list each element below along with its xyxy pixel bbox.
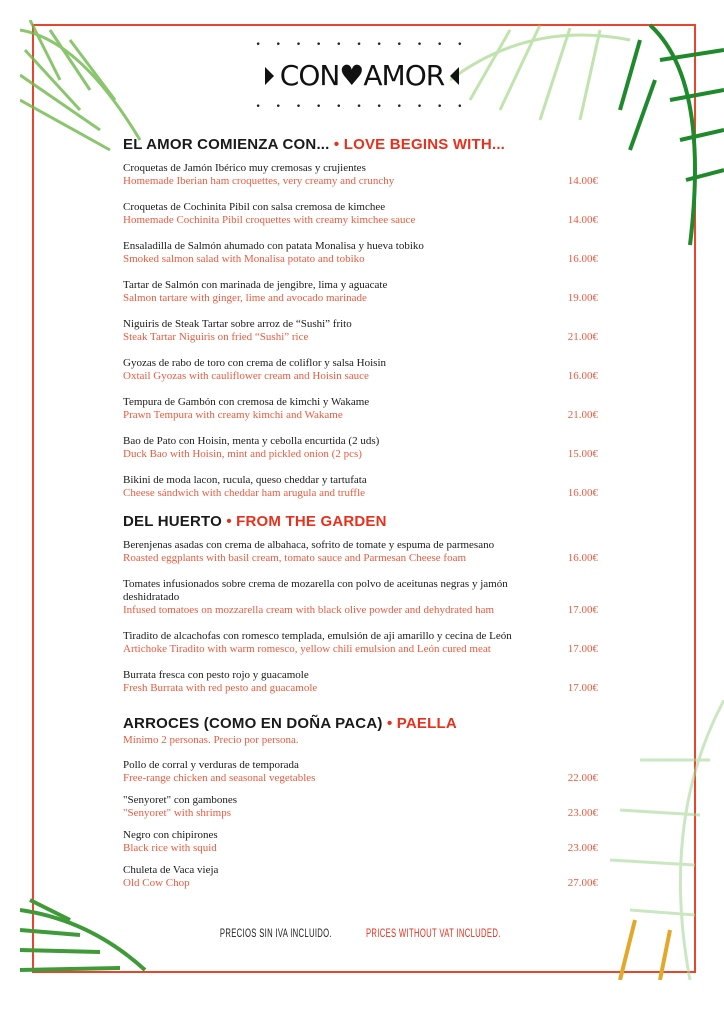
menu-item bbox=[123, 435, 598, 461]
section-title-es: ARROCES (COMO EN DOÑA PACA) bbox=[123, 715, 383, 732]
menu-content bbox=[123, 136, 598, 899]
item-name-es: Tomates infusionados sobre crema de mozarella con polvo de aceitunas negras y jamón deshidratado bbox=[123, 578, 508, 603]
section-title-es: DEL HUERTO bbox=[123, 513, 222, 530]
item-name-en: Homemade Iberian ham croquettes, very creamy and crunchy bbox=[123, 175, 395, 187]
item-price: 14.00€ bbox=[567, 214, 598, 226]
section-title bbox=[123, 715, 598, 733]
item-name-es: Croquetas de Jamón Ibérico muy cremosas y crujientes bbox=[123, 162, 366, 174]
item-name-es: Ensaladilla de Salmón ahumado con patata Monalisa y hueva tobiko bbox=[123, 240, 424, 252]
item-name-en: Fresh Burrata with red pesto and guacamole bbox=[123, 682, 318, 694]
menu-item bbox=[123, 279, 598, 305]
menu-section bbox=[123, 513, 598, 695]
item-price: 17.00€ bbox=[567, 643, 598, 655]
menu-item bbox=[123, 162, 598, 188]
logo bbox=[242, 40, 482, 112]
item-price: 27.00€ bbox=[567, 877, 598, 889]
logo-row bbox=[242, 50, 482, 102]
item-name-es: "Senyoret" con gambones bbox=[123, 794, 238, 806]
item-name-es: Bikini de moda lacon, rucula, queso cheddar y tartufata bbox=[123, 474, 367, 486]
item-name-es: Tartar de Salmón con marinada de jengibre, lima y aguacate bbox=[123, 279, 388, 291]
item-price: 21.00€ bbox=[567, 331, 598, 343]
item-price: 16.00€ bbox=[567, 370, 598, 382]
item-name-es: Tiradito de alcachofas con romesco templada, emulsión de aji amarillo y cecina de León bbox=[123, 630, 512, 642]
logo-dots-top: • • • • • • • • • • • bbox=[255, 40, 469, 50]
section-title bbox=[123, 513, 598, 531]
menu-section bbox=[123, 715, 598, 890]
item-price: 16.00€ bbox=[567, 552, 598, 564]
item-name-en: Duck Bao with Hoisin, mint and pickled onion (2 pcs) bbox=[123, 448, 362, 460]
item-name-en: Artichoke Tiradito with warm romesco, yellow chili emulsion and León cured meat bbox=[123, 643, 491, 655]
menu-item bbox=[123, 630, 598, 656]
section-title-es: EL AMOR COMIENZA CON... bbox=[123, 136, 330, 153]
item-price: 22.00€ bbox=[567, 772, 598, 784]
item-name-es: Niguiris de Steak Tartar sobre arroz de “Sushi” frito bbox=[123, 318, 352, 330]
menu-item bbox=[123, 396, 598, 422]
item-price: 17.00€ bbox=[567, 604, 598, 616]
item-name-en: Steak Tartar Niguiris on fried “Sushi” rice bbox=[123, 331, 309, 343]
item-name-en: Salmon tartare with ginger, lime and avocado marinade bbox=[123, 292, 367, 304]
section-title-en: • PAELLA bbox=[386, 715, 457, 732]
item-price: 16.00€ bbox=[567, 253, 598, 265]
footer-note bbox=[0, 926, 724, 940]
item-name-es: Gyozas de rabo de toro con crema de coliflor y salsa Hoisin bbox=[123, 357, 386, 369]
item-name-es: Burrata fresca con pesto rojo y guacamole bbox=[123, 669, 309, 681]
item-price: 16.00€ bbox=[567, 487, 598, 499]
item-name-es: Negro con chipirones bbox=[123, 829, 218, 841]
item-price: 17.00€ bbox=[567, 682, 598, 694]
item-name-es: Berenjenas asadas con crema de albahaca, sofrito de tomate y espuma de parmesano bbox=[123, 539, 495, 551]
item-name-en: Homemade Cochinita Pibil croquettes with creamy kimchee sauce bbox=[123, 214, 416, 226]
footer-en: PRICES WITHOUT VAT INCLUDED. bbox=[366, 926, 501, 940]
item-name-en: Infused tomatoes on mozzarella cream with black olive powder and dehydrated ham bbox=[123, 604, 495, 616]
item-name-en: Free-range chicken and seasonal vegetables bbox=[123, 772, 316, 784]
menu-item bbox=[123, 578, 598, 617]
menu-item bbox=[123, 357, 598, 383]
item-name-en: Oxtail Gyozas with cauliflower cream and Hoisin sauce bbox=[123, 370, 369, 382]
menu-item bbox=[123, 759, 598, 785]
section-title bbox=[123, 136, 598, 154]
section-note: Mínimo 2 personas. Precio por persona. bbox=[123, 734, 299, 746]
item-name-en: Roasted eggplants with basil cream, tomato sauce and Parmesan Cheese foam bbox=[123, 552, 467, 564]
section-title-en: • LOVE BEGINS WITH... bbox=[333, 136, 506, 153]
item-name-en: Prawn Tempura with creamy kimchi and Wakame bbox=[123, 409, 343, 421]
item-name-en: Black rice with squid bbox=[123, 842, 217, 854]
logo-text: CON♥AMOR bbox=[279, 59, 445, 92]
banner-left-icon bbox=[265, 67, 274, 85]
banner-right-icon bbox=[450, 67, 459, 85]
menu-section bbox=[123, 136, 598, 500]
item-name-en: "Senyoret" with shrimps bbox=[123, 807, 231, 819]
item-name-es: Croquetas de Cochinita Pibil con salsa cremosa de kimchee bbox=[123, 201, 386, 213]
item-price: 15.00€ bbox=[567, 448, 598, 460]
item-name-es: Chuleta de Vaca vieja bbox=[123, 864, 219, 876]
footer-es: PRECIOS SIN IVA INCLUIDO. bbox=[220, 926, 333, 940]
item-name-es: Pollo de corral y verduras de temporada bbox=[123, 759, 299, 771]
section-title-en: • FROM THE GARDEN bbox=[226, 513, 387, 530]
item-price: 21.00€ bbox=[567, 409, 598, 421]
item-name-es: Tempura de Gambón con cremosa de kimchi y Wakame bbox=[123, 396, 370, 408]
item-price: 19.00€ bbox=[567, 292, 598, 304]
menu-item bbox=[123, 794, 598, 820]
menu-item bbox=[123, 240, 598, 266]
menu-item bbox=[123, 201, 598, 227]
menu-item bbox=[123, 829, 598, 855]
item-price: 23.00€ bbox=[567, 842, 598, 854]
menu-item bbox=[123, 669, 598, 695]
item-price: 23.00€ bbox=[567, 807, 598, 819]
item-price: 14.00€ bbox=[567, 175, 598, 187]
item-name-en: Cheese sándwich with cheddar ham arugula and truffle bbox=[123, 487, 366, 499]
menu-item bbox=[123, 474, 598, 500]
menu-item bbox=[123, 539, 598, 565]
menu-item bbox=[123, 318, 598, 344]
menu-item bbox=[123, 864, 598, 890]
item-name-en: Old Cow Chop bbox=[123, 877, 190, 889]
logo-dots-bottom: • • • • • • • • • • • bbox=[255, 102, 469, 112]
item-name-en: Smoked salmon salad with Monalisa potato and tobiko bbox=[123, 253, 365, 265]
item-name-es: Bao de Pato con Hoisin, menta y cebolla encurtida (2 uds) bbox=[123, 435, 380, 447]
